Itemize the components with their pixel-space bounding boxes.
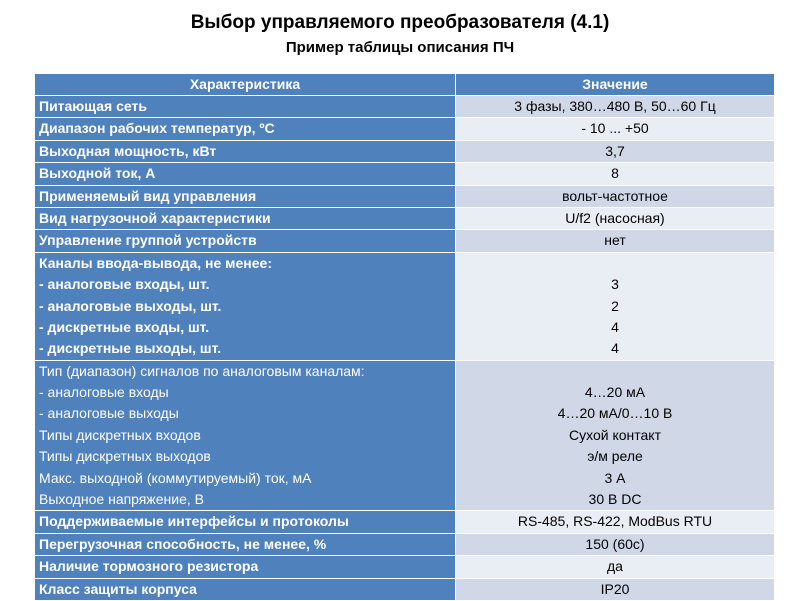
value-text: вольт-частотное <box>562 187 668 204</box>
table-row <box>35 185 775 207</box>
characteristic-text: Выходное напряжение, В <box>39 491 204 508</box>
characteristic-text: Перегрузочная способность, не менее, % <box>39 535 327 552</box>
row-value <box>456 360 775 511</box>
row-value <box>456 207 775 229</box>
row-value <box>456 556 775 578</box>
characteristic-text: Класс защиты корпуса <box>39 580 197 597</box>
page-title: Выбор управляемого преобразователя (4.1) <box>190 12 610 33</box>
value-text: 8 <box>611 165 619 182</box>
row-characteristic <box>35 578 456 600</box>
value-text: RS-485, RS-422, ModBus RTU <box>517 513 713 530</box>
value-text: да <box>607 558 623 575</box>
value-text: Сухой контакт <box>569 426 661 443</box>
value-text <box>460 361 770 382</box>
table-row <box>35 207 775 229</box>
characteristic-text: Управление группой устройств <box>39 232 257 249</box>
row-value <box>456 230 775 252</box>
row-value <box>456 533 775 555</box>
value-text: 4 <box>611 318 619 335</box>
value-text: 30 В DC <box>588 491 642 508</box>
row-value <box>456 185 775 207</box>
row-value <box>456 578 775 600</box>
characteristic-text: - аналоговые выходы <box>39 405 179 422</box>
table-row <box>35 533 775 555</box>
value-text: нет <box>604 232 626 249</box>
table-row <box>35 578 775 600</box>
table-header-row <box>35 74 775 96</box>
value-text: 3,7 <box>605 142 625 159</box>
page-subtitle: Пример таблицы описания ПЧ <box>285 39 515 56</box>
characteristic-text: - аналоговые входы <box>39 384 169 401</box>
table-row <box>35 118 775 140</box>
row-characteristic <box>35 96 456 118</box>
column-header-value: Значение <box>456 74 775 96</box>
table-row <box>35 230 775 252</box>
value-text: U/f2 (насосная) <box>565 209 665 226</box>
characteristic-text: Типы дискретных выходов <box>39 448 211 465</box>
spec-table <box>34 73 775 601</box>
characteristic-text: Поддерживаемые интерфейсы и протоколы <box>39 513 349 530</box>
table-row <box>35 252 775 360</box>
characteristic-text: Макс. выходной (коммутируемый) ток, мА <box>39 469 312 486</box>
row-characteristic <box>35 511 456 533</box>
table-row <box>35 511 775 533</box>
value-text: IP20 <box>600 580 630 597</box>
characteristic-text: - дискретные выходы, шт. <box>39 340 222 357</box>
characteristic-text: - аналоговые выходы, шт. <box>39 297 222 314</box>
characteristic-text: Тип (диапазон) сигналов по аналоговым каналам: <box>39 362 365 379</box>
value-text: 4…20 мА/0…10 В <box>557 405 673 422</box>
row-characteristic <box>35 230 456 252</box>
characteristic-text: Диапазон рабочих температур, ºС <box>39 120 275 137</box>
row-characteristic <box>35 185 456 207</box>
row-characteristic <box>35 556 456 578</box>
column-header-characteristic: Характеристика <box>35 74 456 96</box>
value-text <box>460 253 770 274</box>
value-text: 4 <box>611 340 619 357</box>
value-text: э/м реле <box>587 448 643 465</box>
characteristic-text: - дискретные входы, шт. <box>39 318 210 335</box>
characteristic-text: Вид нагрузочной характеристики <box>39 209 271 226</box>
row-value <box>456 511 775 533</box>
row-characteristic <box>35 533 456 555</box>
table-row <box>35 163 775 185</box>
table-row <box>35 556 775 578</box>
row-characteristic <box>35 140 456 162</box>
value-text: 3 <box>611 276 619 293</box>
value-text: 3 фазы, 380…480 В, 50…60 Гц <box>514 98 716 114</box>
row-value <box>456 252 775 360</box>
row-characteristic <box>35 207 456 229</box>
row-value <box>456 140 775 162</box>
characteristic-text: Выходная мощность, кВт <box>39 142 217 159</box>
table-body <box>35 96 775 601</box>
characteristic-text: Применяемый вид управления <box>39 187 257 204</box>
value-text: 3 А <box>604 469 626 486</box>
value-text: 2 <box>611 297 619 314</box>
characteristic-text: Выходной ток, А <box>39 165 156 182</box>
row-characteristic <box>35 118 456 140</box>
value-text: 4…20 мА <box>584 384 646 401</box>
table-row <box>35 96 775 118</box>
characteristic-text: Типы дискретных входов <box>39 426 201 443</box>
row-value <box>456 118 775 140</box>
characteristic-text: Каналы ввода-вывода, не менее: <box>39 254 272 271</box>
table-row <box>35 360 775 511</box>
characteristic-text: Наличие тормозного резистора <box>39 558 259 575</box>
row-characteristic <box>35 163 456 185</box>
characteristic-text: Питающая сеть <box>39 98 147 114</box>
row-characteristic <box>35 252 456 360</box>
value-text: - 10 ... +50 <box>581 120 649 137</box>
value-text: 150 (60с) <box>585 535 645 552</box>
row-characteristic <box>35 360 456 511</box>
row-value <box>456 163 775 185</box>
table-row <box>35 140 775 162</box>
characteristic-text: - аналоговые входы, шт. <box>39 276 210 293</box>
row-value <box>456 96 775 118</box>
